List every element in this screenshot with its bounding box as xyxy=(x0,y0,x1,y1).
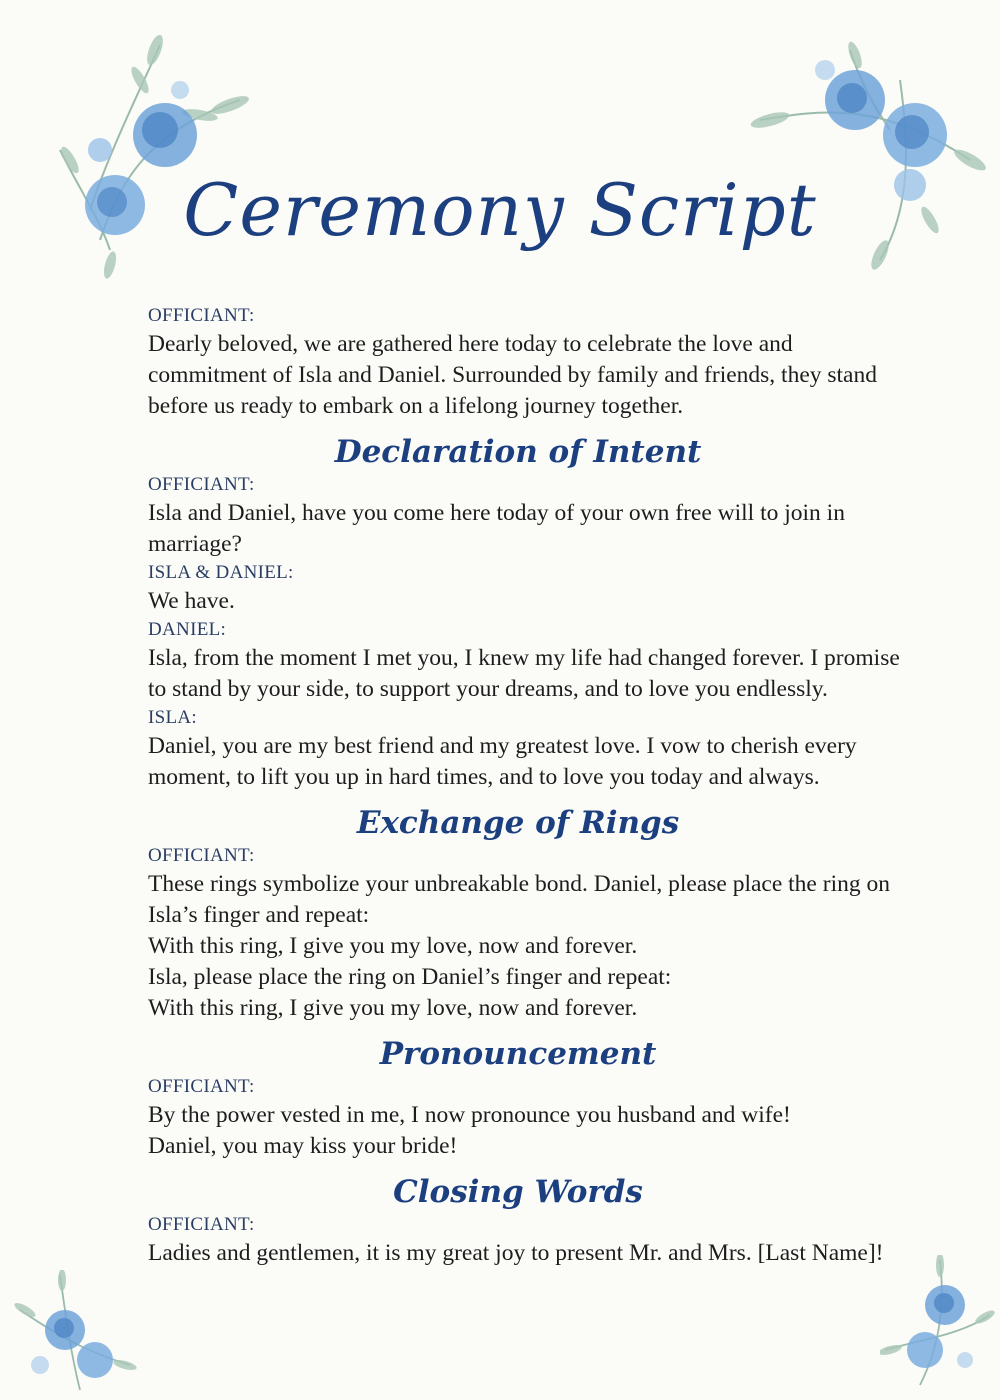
dialogue-line: By the power vested in me, I now pronounce you husband and wife! xyxy=(148,1102,791,1128)
dialogue-line: Daniel, you may kiss your bride! xyxy=(148,1133,458,1159)
dialogue-block xyxy=(148,560,908,617)
intro-text: Dearly beloved, we are gathered here today to celebrate the love and commitment of Isla and Daniel. Surrounded by family and friends, they stand before us ready to embark on a lifelong journey together. xyxy=(148,331,877,419)
dialogue-line: We have. xyxy=(148,588,235,614)
speaker-label: OFFICIANT: xyxy=(148,474,255,495)
intro-block xyxy=(148,303,908,422)
dialogue-block xyxy=(148,617,908,705)
speaker-label: OFFICIANT: xyxy=(148,845,255,866)
sections xyxy=(148,432,908,1269)
section-heading: Declaration of Intent xyxy=(334,434,702,470)
speaker-label: DANIEL: xyxy=(148,619,227,640)
page-title: Ceremony Script xyxy=(183,168,817,252)
dialogue-block xyxy=(148,705,908,793)
floral-corner-bottom-right xyxy=(880,1255,995,1390)
dialogue-line: Isla, from the moment I met you, I knew my life had changed forever. I promise to stand by your side, to support your dreams, and to love you endlessly. xyxy=(148,645,900,702)
speaker-label: ISLA: xyxy=(148,707,197,728)
floral-corner-bottom-left xyxy=(10,1270,140,1395)
dialogue-block xyxy=(148,843,908,1024)
speaker-label: OFFICIANT: xyxy=(148,1214,255,1235)
speaker-label: ISLA & DANIEL: xyxy=(148,562,294,583)
dialogue-block xyxy=(148,1212,908,1269)
dialogue-block xyxy=(148,472,908,560)
dialogue-line: These rings symbolize your unbreakable bond. Daniel, please place the ring on Isla’s finger and repeat: xyxy=(148,871,890,928)
dialogue-line: Isla, please place the ring on Daniel’s finger and repeat: xyxy=(148,964,672,990)
dialogue-line: Daniel, you are my best friend and my greatest love. I vow to cherish every moment, to lift you up in hard times, and to love you today and always. xyxy=(148,733,857,790)
dialogue-line: With this ring, I give you my love, now and forever. xyxy=(148,995,638,1021)
dialogue-line: With this ring, I give you my love, now and forever. xyxy=(148,933,638,959)
section-heading: Pronouncement xyxy=(379,1036,657,1072)
section-heading: Closing Words xyxy=(393,1174,643,1210)
speaker-label: OFFICIANT: xyxy=(148,1076,255,1097)
dialogue-line: Isla and Daniel, have you come here today of your own free will to join in marriage? xyxy=(148,500,845,557)
dialogue-line: Ladies and gentlemen, it is my great joy to present Mr. and Mrs. [Last Name]! xyxy=(148,1240,884,1266)
dialogue-block xyxy=(148,1074,908,1162)
section-heading: Exchange of Rings xyxy=(356,805,680,841)
speaker-label: OFFICIANT: xyxy=(148,305,255,326)
script-body xyxy=(148,303,908,1269)
